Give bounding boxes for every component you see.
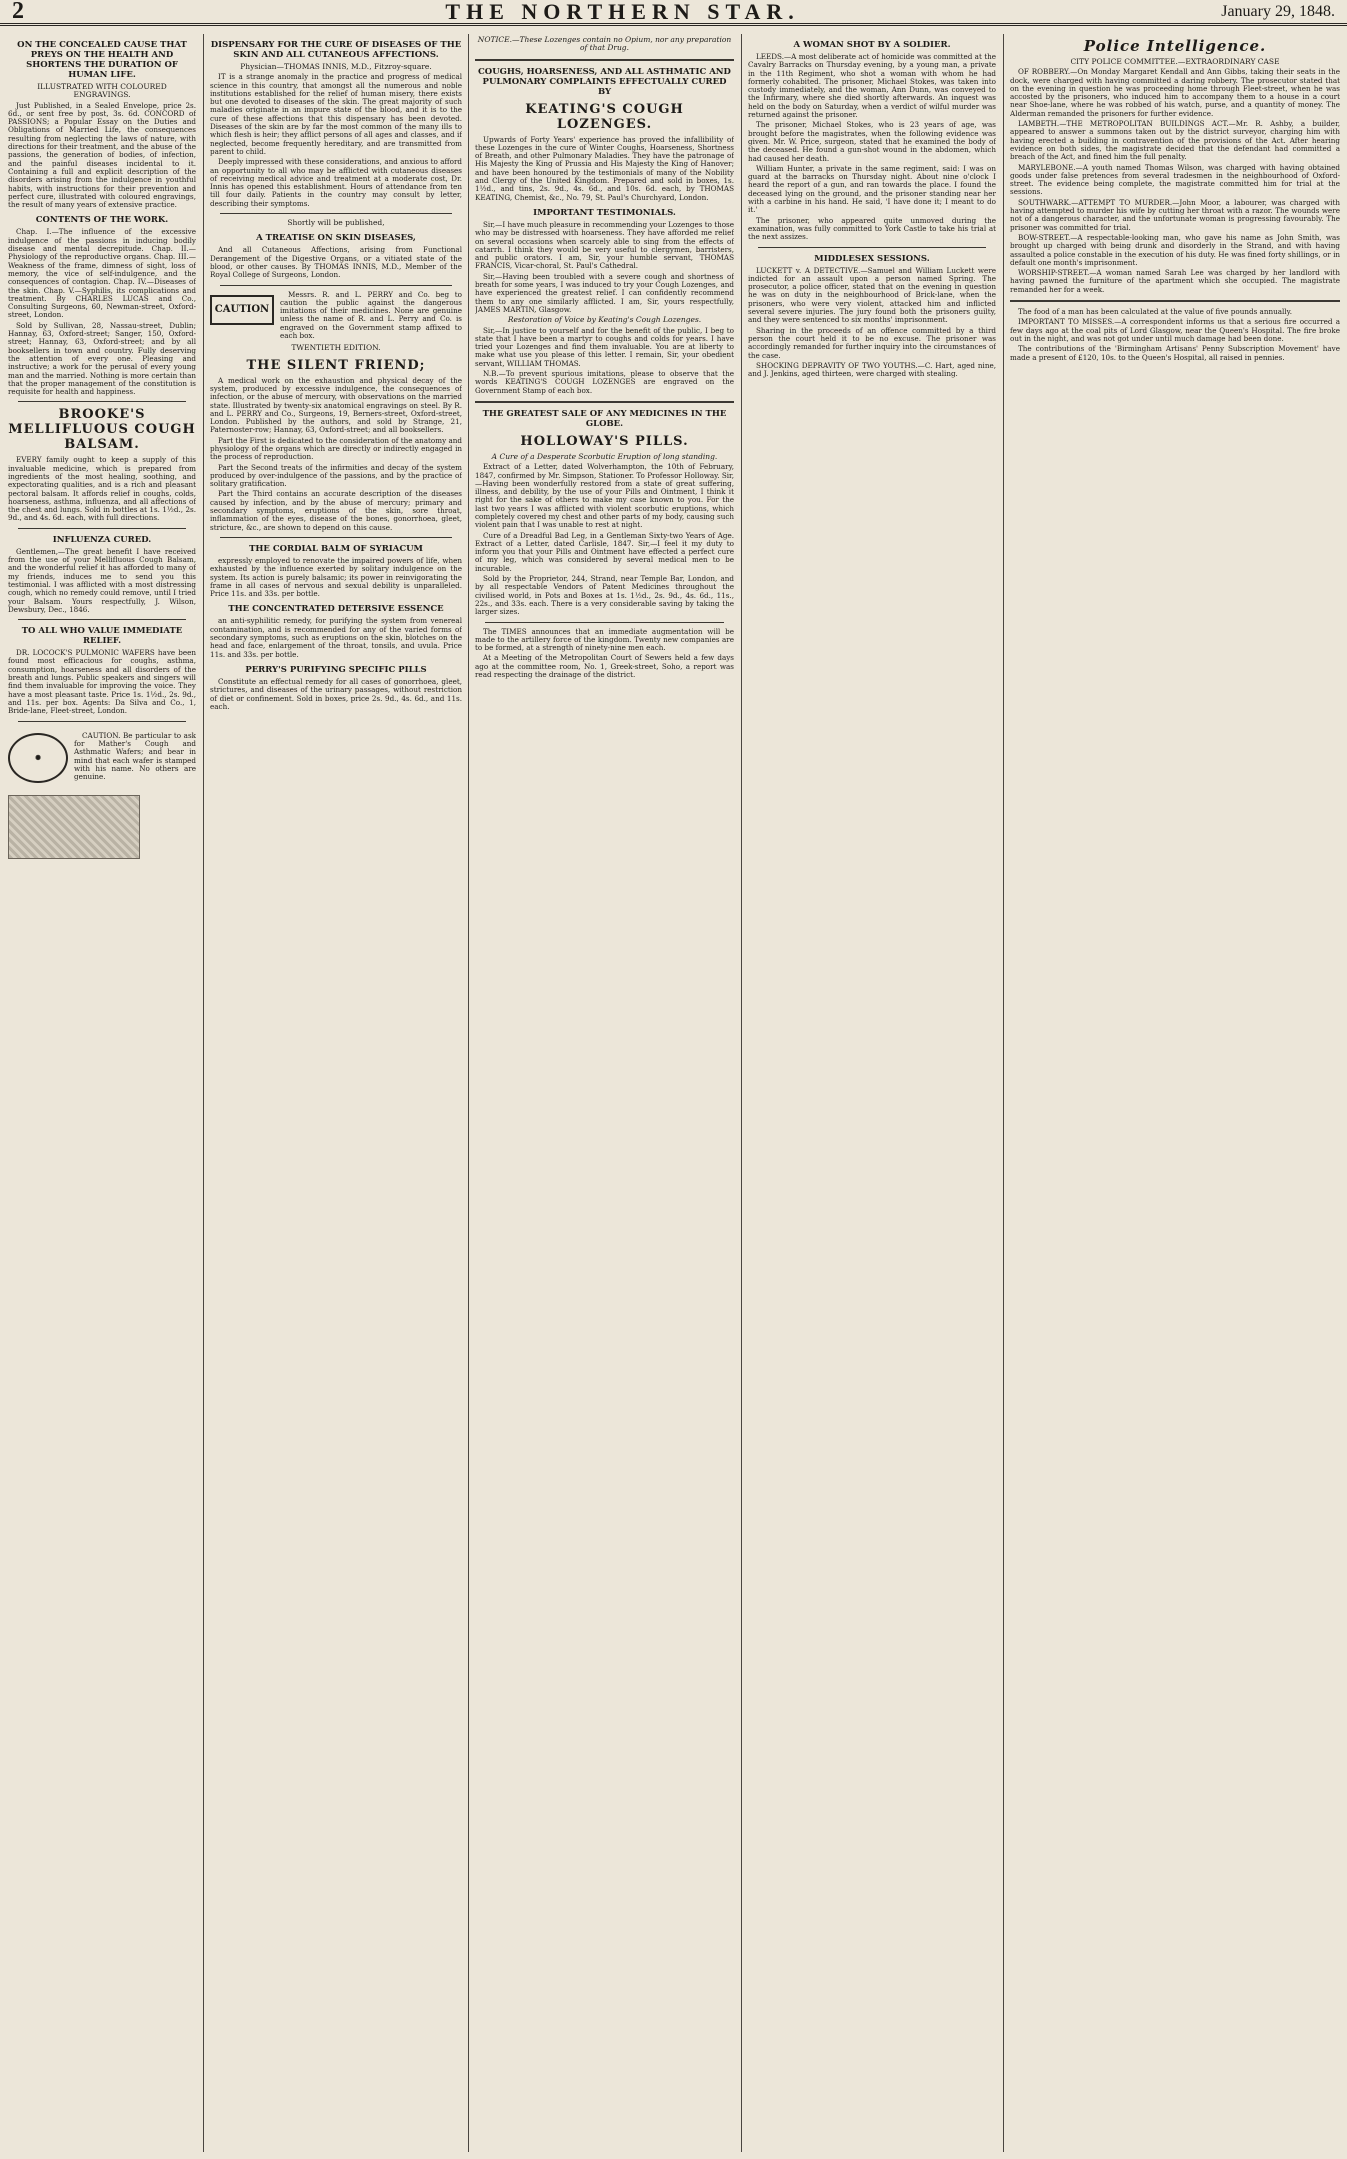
caution-block: [210, 291, 462, 343]
section-heading: INFLUENZA CURED.: [52, 534, 152, 545]
article-text: Extract of a Letter, dated Wolverhampton, the 10th of February, 1847, confirmed by Mr. Simpson, Stationer. To Professor Holloway. Sir,—Having been wonderfully restored from a state of great suffering, illness, and debility, by the use of your Pills and Ointment, I think it right for the sake of others to make my case known to you. For the last two years I was afflicted with violent scorbutic eruptions, which completely covered my chest and other parts of my body, causing such violent pain that I was unable to rest at night.: [475, 462, 734, 530]
column-2: [210, 34, 462, 2152]
article-text: IMPORTANT TO MISSES.—A correspondent informs us that a serious fire occurred a few days ago at the coal pits of Lord Glasgow, near the Queen's Hospital. The fire broke out in the night, and was not got under until much damage had been done.: [1010, 317, 1340, 343]
printed-ornament: [8, 795, 140, 859]
subheadline: Restoration of Voice by Keating's Cough Lozenges.: [507, 315, 702, 325]
article-text: an anti-syphilitic remedy, for purifying the system from venereal contamination, and is recommended for any of the varied forms of secondary symptoms, such as eruptions on the skin, blotches on the head and face, enlargement of the throat, tonsils, and uvula. Price 11s. and 33s. per bottle.: [210, 616, 462, 659]
column-5: [1010, 34, 1340, 2152]
article-text: Sold by the Proprietor, 244, Strand, near Temple Bar, London, and by all respectable Vendors of Patent Medicines throughout the civilised world, in Pots and Boxes at 1s. 1½d., 2s. 9d., 4s. 6d., 11s., 22s., and 33s. each. There is a very considerable saving by taking the larger sizes.: [475, 574, 734, 617]
article-text: The TIMES announces that an immediate augmentation will be made to the artillery force of the kingdom. Twenty new companies are to be formed, at a strength of ninety-nine men each.: [475, 626, 734, 653]
article-text: Upwards of Forty Years' experience has proved the infallibility of these Lozenges in the cure of Winter Coughs, Hoarseness, Shortness of Breath, and other Pulmonary Maladies. They have the patronage of His Majesty the King of Prussia and His Majesty the King of Hanover; and have been honoured by the testimonials of many of the Nobility and Clergy of the United Kingdom. Prepared and sold in boxes, 1s. 1½d., and tins, 2s. 9d., 4s. 6d., and 10s. 6d. each, by THOMAS KEATING, Chemist, &c., No. 79, St. Paul's Churchyard, London.: [475, 134, 734, 202]
article-text: Cure of a Dreadful Bad Leg, in a Gentleman Sixty-two Years of Age. Extract of a Letter, dated Carlisle, 1847. Sir,—I feel it my duty to inform you that your Pills and Ointment have effected a perfect cure of my leg, which was considered by several medical men to be incurable.: [475, 530, 734, 573]
issue-date: January 29, 1848.: [1221, 2, 1335, 20]
article-text: William Hunter, a private in the same regiment, said: I was on guard at the barracks on Thursday night. About nine o'clock I heard the report of a gun, and ran towards the place. I found the deceased lying on the ground, and the prisoner standing near her with a carbine in his hand. He said, 'I have done it; I meant to do it.': [748, 163, 996, 215]
article-text: The food of a man has been calculated at the value of five pounds annually.: [1018, 307, 1292, 317]
subheadline: Physician—THOMAS INNIS, M.D., Fitzroy-square.: [240, 62, 432, 71]
headline: A WOMAN SHOT BY A SOLDIER.: [793, 40, 951, 50]
divider: [18, 528, 186, 529]
caution-banner: CAUTION: [210, 295, 274, 325]
masthead: [0, 0, 1347, 26]
article-text: The prisoner, Michael Stokes, who is 23 years of age, was brought before the magistrates, when the following evidence was given. Mr. W. Price, surgeon, stated that he examined the body of the deceased. He found a gun-shot wound in the abdomen, which had caused her death.: [748, 120, 996, 163]
article-text: Sir,—Having been troubled with a severe cough and shortness of breath for some years, I was induced to try your Cough Lozenges, and have experienced the greatest relief. I can confidently recommend them to any one similarly afflicted. I am, Sir, yours respectfully, JAMES MARTIN, Glasgow.: [475, 271, 734, 314]
column-3: [475, 34, 734, 2152]
divider: [758, 247, 986, 248]
section-heading: TO ALL WHO VALUE IMMEDIATE RELIEF.: [21, 626, 183, 647]
divider: [220, 537, 452, 538]
section-heading: THE CONCENTRATED DETERSIVE ESSENCE: [228, 604, 444, 615]
headline: COUGHS, HOARSENESS, AND ALL ASTHMATIC AND PULMONARY COMPLAINTS EFFECTUALLY CURED BY: [478, 66, 731, 97]
article-text: The prisoner, who appeared quite unmoved during the examination, was fully committed to York Castle to take his trial at the next assizes.: [748, 215, 996, 242]
article-text: expressly employed to renovate the impaired powers of life, when exhausted by the influence exerted by solitary indulgence on the system. Its action is purely balsamic; its power in reinvigorating the frame in all cases of nervous and sexual debility is unparalleled. Price 11s. and 33s. per bottle.: [210, 555, 462, 599]
page-number: 2: [12, 0, 24, 24]
article-text: And all Cutaneous Affections, arising from Functional Derangement of the Digestive Organs, or a vitiated state of the blood, or other causes. By THOMAS INNIS, M.D., Member of the Royal College of Surgeons, London.: [210, 245, 462, 280]
article-text: Part the Third contains an accurate description of the diseases caused by infection, and by the abuse of mercury; primary and secondary symptoms, eruptions of the skin, sore throat, inflammation of the eyes, disease of the bones, gonorrhoea, gleet, stricture, &c., are shown to depend on this cause.: [210, 489, 462, 532]
column-rule: [1003, 34, 1004, 2152]
divider: [18, 721, 186, 722]
article-text: LUCKETT v. A DETECTIVE.—Samuel and William Luckett were indicted for an assault upon a person named Spring. The prosecutor, a police officer, stated that on the evening in question he was on duty in the neighbourhood of Brick-lane, when the prisoners, who were very violent, attacked him and inflicted several severe injuries. The jury found both the prisoners guilty, and they were sentenced to six months' imprisonment.: [748, 265, 996, 325]
article-text: WORSHIP-STREET.—A woman named Sarah Lee was charged by her landlord with having pawned the furniture of the apartment which she occupied. The magistrate remanded her for a week.: [1010, 268, 1340, 294]
divider: [485, 622, 724, 623]
advert-title: HOLLOWAY'S PILLS.: [520, 433, 689, 449]
advert-title: THE SILENT FRIEND;: [246, 357, 426, 373]
article-text: Sharing in the proceeds of an offence committed by a third person the court held it to be no excuse. The prisoner was accordingly remanded for further inquiry into the circumstances of the case.: [748, 325, 996, 360]
divider: [220, 285, 452, 286]
divider: [220, 213, 452, 214]
article-text: The contributions of the 'Birmingham Artisans' Penny Subscription Movement' have made a present of £120, 10s. to the Queen's Hospital, all raised in pennies.: [1010, 344, 1340, 362]
section-masthead: Police Intelligence.: [1083, 37, 1267, 55]
section-heading: PERRY'S PURIFYING SPECIFIC PILLS: [245, 664, 427, 675]
article-text: Deeply impressed with these considerations, and anxious to afford an opportunity to all who may be afflicted with cutaneous diseases of receiving medical advice and treatment at a moderate cost, Dr. Innis has opened this establishment. Hours of attendance from ten till four daily. Patients in the country may consult by letter, describing their symptoms.: [210, 157, 462, 208]
section-heading: A TREATISE ON SKIN DISEASES,: [256, 233, 416, 244]
caution-block: [8, 727, 196, 789]
notice: NOTICE.—These Lozenges contain no Opium, nor any preparation of that Drug.: [477, 35, 732, 53]
section-heading: CONTENTS OF THE WORK.: [35, 215, 169, 226]
advert-title: KEATING'S COUGH LOZENGES.: [525, 101, 684, 132]
article-text: Messrs. R. and L. PERRY and Co. beg to caution the public against the dangerous imitations of their medicines. None are genuine unless the name of R. and L. Perry and Co. is engraved on the Government stamp affixed to each box.: [280, 289, 462, 341]
newspaper-title: THE NORTHERN STAR.: [445, 0, 800, 24]
article-text: EVERY family ought to keep a supply of this invaluable medicine, which is prepared from ingredients of the most healing, soothing, and expectorating qualities, and is a rich and pleasant pectoral balsam. It affords relief in coughs, colds, hoarseness, asthma, influenza, and all affections of the chest and lungs. Sold in bottles at 1s. 1½d., 2s. 9d., and 4s. 6d. each, with full directions.: [8, 455, 196, 523]
article-text: OF ROBBERY.—On Monday Margaret Kendall and Ann Gibbs, taking their seats in the dock, were charged with having committed a daring robbery. The prosecutor stated that on the evening in question he was proceeding home through Fleet-street, when he was accosted by the prisoners, who induced him to accompany them to a house in a court near Shoe-lane, where he was robbed of his watch, purse, and a quantity of money. The Alderman remanded the prisoners for further evidence.: [1010, 67, 1340, 118]
section-heading: THE CORDIAL BALM OF SYRIACUM: [249, 543, 423, 554]
column-rule: [741, 34, 742, 2152]
article-text: IT is a strange anomaly in the practice and progress of medical science in this country, that amongst all the numerous and noble institutions established for the relief of human misery, there exists but one devoted to diseases of the skin. The great majority of such maladies originate in an impure state of the blood, and it is to the cure of these affections that this dispensary has been devoted. Diseases of the skin are by far the most common of the many ills to which flesh is heir; they afflict persons of all ages and classes, and if neglected, become frequently hereditary, and are transmitted from parent to child.: [210, 72, 462, 156]
article-text: Gentlemen,—The great benefit I have received from the use of your Mellifluous Cough Balsam, and the wonderful relief it has afforded to many of my friends, induces me to send you this testimonial. I was afflicted with a most distressing cough, which no remedy could remove, until I tried your Balsam. Yours respectfully, J. Wilson, Dewsbury, Dec., 1846.: [8, 546, 196, 614]
article-text: Chap. I.—The influence of the excessive indulgence of the passions in inducing bodily disease and mental decrepitude. Chap. II.—Physiology of the reproductive organs. Chap. III.—Weakness of the frame, dimness of sight, loss of memory, the vice of self-indulgence, and the consequences of contagion. Chap. IV.—Diseases of the skin. Chap. V.—Syphilis, its complications and treatment. By CHARLES LUCAS and Co., Consulting Surgeons, 60, Newman-street, Oxford-street, London.: [8, 227, 196, 320]
advert-title: BROOKE'S MELLIFLUOUS COUGH BALSAM.: [8, 407, 196, 453]
chemist-seal-icon: ✺: [8, 733, 68, 783]
divider: [18, 619, 186, 620]
edition-note: TWENTIETH EDITION.: [291, 343, 381, 353]
article-text: Just Published, in a Sealed Envelope, price 2s. 6d., or sent free by post, 3s. 6d. CONCORD of PASSIONS; a Popular Essay on the Duties and Obligations of Married Life, the consequences resulting from neglecting the laws of nature, with directions for their treatment, and the abuse of the passions, the generation of bodies, of infection, and the painful diseases incidental to it. Containing a full and explicit description of the disorders arising from the indulgence in youthful habits, with instructions for their prevention and perfect cure, illustrated with coloured engravings, the result of many years of extensive practice.: [8, 100, 196, 210]
article-text: BOW-STREET.—A respectable-looking man, who gave his name as John Smith, was brought up charged with being drunk and disorderly in the Strand, and with having assaulted a police constable in the execution of his duty. He was fined forty shillings, or in default one month's imprisonment.: [1010, 232, 1340, 267]
column-rule: [468, 34, 469, 2152]
article-text: CAUTION. Be particular to ask for Mather's Cough and Asthmatic Wafers; and bear in mind that each wafer is stamped with his name. No others are genuine.: [74, 730, 196, 782]
subheadline: Shortly will be published,: [287, 218, 385, 228]
article-text: A medical work on the exhaustion and physical decay of the system, produced by excessive indulgence, the consequences of infection, or the abuse of mercury, with observations on the married state. Illustrated by twenty-six anatomical engravings on steel. By R. and L. PERRY and Co., Surgeons, 19, Berners-street, Oxford-street, London. Published by the authors, and sold by Strange, 21, Paternoster-row; Hannay, 63, Oxford-street; and all booksellers.: [210, 375, 462, 435]
article-text: DR. LOCOCK'S PULMONIC WAFERS have been found most efficacious for coughs, asthma, consumption, hoarseness and all disorders of the breath and lungs. Public speakers and singers will find them invaluable for improving the voice. They have a most pleasant taste. Price 1s. 1½d., 2s. 9d., and 11s. per box. Agents: Da Silva and Co., 1, Bride-lane, Fleet-street, London.: [8, 648, 196, 716]
article-text: Sir,—In justice to yourself and for the benefit of the public, I beg to state that I have been a martyr to coughs and colds for years. I have tried your Lozenges and find them invaluable. You are at liberty to make what use you please of this letter. I remain, Sir, your obedient servant, WILLIAM THOMAS.: [475, 325, 734, 368]
article-text: At a Meeting of the Metropolitan Court of Sewers held a few days ago at the committee room, No. 1, Greek-street, Soho, a report was read respecting the drainage of the district.: [475, 653, 734, 680]
headline: DISPENSARY FOR THE CURE OF DISEASES OF THE SKIN AND ALL CUTANEOUS AFFECTIONS.: [210, 40, 462, 60]
article-text: SHOCKING DEPRAVITY OF TWO YOUTHS.—C. Hart, aged nine, and J. Jenkins, aged thirteen, were charged with stealing.: [748, 360, 996, 379]
article-text: SOUTHWARK.—ATTEMPT TO MURDER.—John Moor, a labourer, was charged with having attempted to murder his wife by cutting her throat with a razor. The wounds were not of a dangerous character, and the unfortunate woman is progressing favourably. The prisoner was committed for trial.: [1010, 197, 1340, 232]
section-heading: IMPORTANT TESTIMONIALS.: [533, 207, 676, 218]
subheadline: A Cure of a Desperate Scorbutic Eruption of long standing.: [491, 451, 718, 461]
section-heading: MIDDLESEX SESSIONS.: [814, 253, 930, 264]
article-text: Part the Second treats of the infirmities and decay of the system produced by over-indulgence of the passions, and by the practice of solitary gratification.: [210, 462, 462, 489]
column-1: [8, 34, 196, 2152]
article-text: N.B.—To prevent spurious imitations, please to observe that the words KEATING'S COUGH LOZENGES are engraved on the Government Stamp of each box.: [475, 369, 734, 395]
article-text: Sold by Sullivan, 28, Nassau-street, Dublin; Hannay, 63, Oxford-street; Sanger, 150, Oxford-street; Hannay, 63, Oxford-street; and by all booksellers in town and country. Fully deserving the attention of every one. Pleasing and instructive; a work for the perusal of every young man and the married. Nothing is more certain than that the proper management of the constitution is requisite for health and happiness.: [8, 320, 196, 397]
article-text: Constitute an effectual remedy for all cases of gonorrhoea, gleet, strictures, and diseases of the urinary passages, without restriction of diet or confinement. Sold in boxes, price 2s. 9d., 4s. 6d., and 11s. each.: [210, 676, 462, 711]
divider: [475, 59, 734, 61]
divider: [1010, 300, 1340, 302]
section-heading: THE GREATEST SALE OF ANY MEDICINES IN THE GLOBE.: [482, 408, 727, 429]
article-text: Part the First is dedicated to the consideration of the anatomy and physiology of the organs which are directly or indirectly engaged in the process of reproduction.: [210, 435, 462, 462]
article-text: Sir,—I have much pleasure in recommending your Lozenges to those who may be distressed with hoarseness. They have afforded me relief on several occasions when scarcely able to sing from the effects of catarrh. I think they would be very useful to clergymen, barristers, and public orators. I am, Sir, your humble servant, THOMAS FRANCIS, Vicar-choral, St. Paul's Cathedral.: [475, 219, 734, 271]
article-text: LEEDS.—A most deliberate act of homicide was committed at the Cavalry Barracks on Thursday evening, by a young man, a private in the 11th Regiment, who shot a woman with whom he had formerly cohabited. The prisoner, Michael Stokes, was taken into custody immediately, and the woman, Ann Dunn, was conveyed to the Infirmary, where she died shortly afterwards. An inquest was held on the body on Saturday, when a verdict of wilful murder was returned against the prisoner.: [748, 52, 996, 120]
divider: [18, 401, 186, 402]
subheadline: CITY POLICE COMMITTEE.—EXTRAORDINARY CASE: [1070, 57, 1280, 66]
subheadline: ILLUSTRATED WITH COLOURED ENGRAVINGS.: [37, 82, 167, 100]
headline: ON THE CONCEALED CAUSE THAT PREYS ON THE HEALTH AND SHORTENS THE DURATION OF HUMAN LIFE.: [17, 40, 187, 80]
divider: [475, 401, 734, 403]
article-text: LAMBETH.—THE METROPOLITAN BUILDINGS ACT.—Mr. R. Ashby, a builder, appeared to answer a summons taken out by the district surveyor, charging him with having erected a building in contravention of the provisions of the Act. After hearing evidence on both sides, the magistrate decided that the defendant had committed a breach of the Act, and fined him the full penalty.: [1010, 119, 1340, 162]
column-4: [748, 34, 996, 2152]
article-text: MARYLEBONE.—A youth named Thomas Wilson, was charged with having obtained goods under false pretences from several tradesmen in the neighbourhood of Oxford-street. The evidence being complete, the magistrate committed him for trial at the sessions.: [1010, 162, 1340, 197]
column-rule: [203, 34, 204, 2152]
